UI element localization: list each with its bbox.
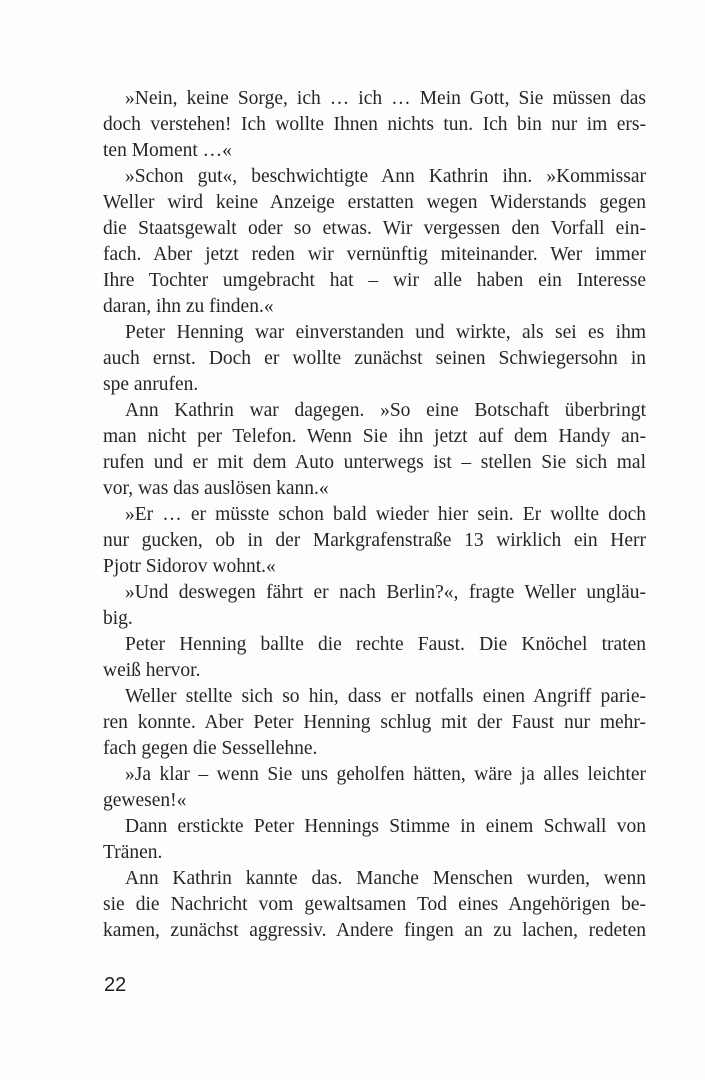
text-line: Ihre Tochter umgebracht hat – wir alle haben ein Interesse [103,270,646,291]
text-line: fach gegen die Sessellehne. [103,738,318,759]
text-line: Weller wird keine Anzeige erstatten wegen Widerstands gegen [103,192,646,213]
text-line: »Und deswegen fährt er nach Berlin?«, fragte Weller ungläu- [125,582,646,603]
text-line: »Nein, keine Sorge, ich … ich … Mein Gott, Sie müssen das [125,88,646,109]
text-line: weiß hervor. [103,660,201,681]
paragraph [103,762,646,814]
text-line: daran, ihn zu finden.« [103,296,274,317]
paragraph [103,320,646,398]
paragraph [103,814,646,866]
paragraph [103,866,646,944]
text-line: Peter Henning war einverstanden und wirkte, als sei es ihm [125,322,646,343]
text-block [103,86,646,944]
paragraph [103,86,646,164]
text-line: Dann erstickte Peter Hennings Stimme in einem Schwall von [125,816,646,837]
text-line: nur gucken, ob in der Markgrafenstraße 13 wirklich ein Herr [103,530,646,551]
text-line: rufen und er mit dem Auto unterwegs ist – stellen Sie sich mal [103,452,646,473]
text-line: ten Moment …« [103,140,232,161]
paragraph [103,684,646,762]
text-line: Ann Kathrin kannte das. Manche Menschen wurden, wenn [125,868,646,889]
text-line: Pjotr Sidorov wohnt.« [103,556,276,577]
text-line: gewesen!« [103,790,187,811]
text-line: »Ja klar – wenn Sie uns geholfen hätten, wäre ja alles leichter [125,764,646,785]
text-line: fach. Aber jetzt reden wir vernünftig miteinander. Wer immer [103,244,646,265]
text-line: man nicht per Telefon. Wenn Sie ihn jetzt auf dem Handy an- [103,426,646,447]
text-line: vor, was das auslösen kann.« [103,478,329,499]
text-line: sie die Nachricht vom gewaltsamen Tod eines Angehörigen be- [103,894,646,915]
text-line: doch verstehen! Ich wollte Ihnen nichts tun. Ich bin nur im ers- [103,114,646,135]
text-line: Weller stellte sich so hin, dass er notfalls einen Angriff parie- [125,686,646,707]
text-line: big. [103,608,133,629]
paragraph [103,398,646,502]
paragraph [103,632,646,684]
text-line: Tränen. [103,842,163,863]
paragraph [103,164,646,320]
text-line: die Staatsgewalt oder so etwas. Wir vergessen den Vorfall ein- [103,218,646,239]
text-line: auch ernst. Doch er wollte zunächst seinen Schwiegersohn in [103,348,646,369]
text-line: ren konnte. Aber Peter Henning schlug mit der Faust nur mehr- [103,712,646,733]
text-line: Peter Henning ballte die rechte Faust. Die Knöchel traten [125,634,646,655]
paragraph [103,580,646,632]
text-line: kamen, zunächst aggressiv. Andere fingen an zu lachen, redeten [103,920,646,941]
text-line: spe anrufen. [103,374,199,395]
page-number: 22 [104,974,127,996]
text-line: »Er … er müsste schon bald wieder hier sein. Er wollte doch [125,504,646,525]
text-line: Ann Kathrin war dagegen. »So eine Botschaft überbringt [125,400,646,421]
text-line: »Schon gut«, beschwichtigte Ann Kathrin ihn. »Kommissar [125,166,646,187]
paragraph [103,502,646,580]
